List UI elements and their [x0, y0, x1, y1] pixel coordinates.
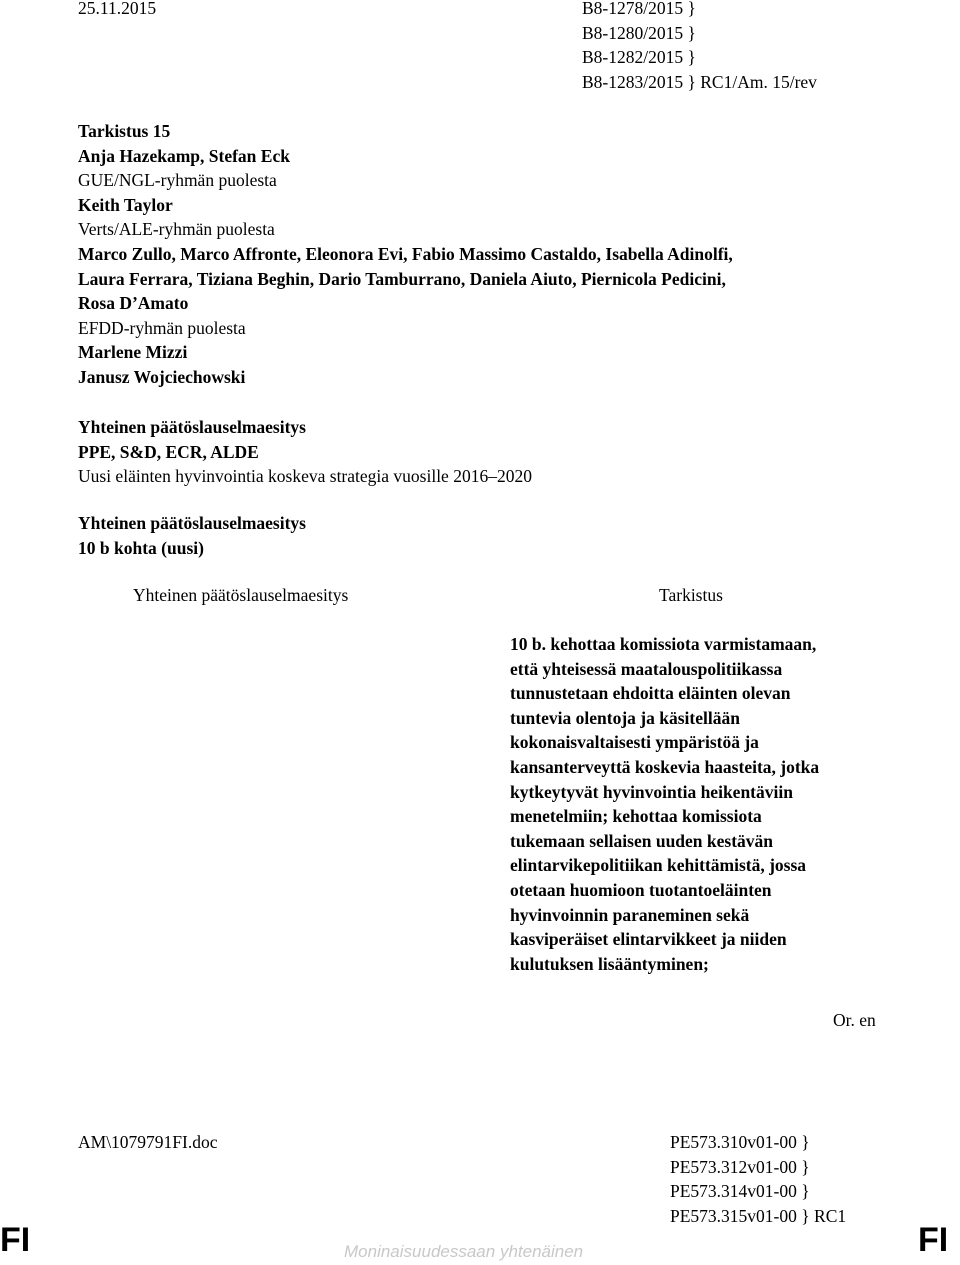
document-ref: B8-1278/2015 }: [582, 0, 696, 18]
language-code-right: FI: [918, 1221, 949, 1259]
author-line: Laura Ferrara, Tiziana Beghin, Dario Tamburrano, Daniela Aiuto, Piernicola Pedicini,: [78, 268, 726, 289]
amendment-text-line: hyvinvoinnin paraneminen sekä: [510, 904, 750, 925]
document-ref: B8-1282/2015 }: [582, 47, 696, 68]
column-head-original: Yhteinen päätöslauselmaesitys: [133, 585, 349, 605]
document-references: [582, 0, 817, 94]
author-line: Keith Taylor: [78, 194, 173, 215]
amendment-text-line: tunnustetaan ehdoitta eläinten olevan: [510, 683, 791, 704]
amendment-text-line: tuntevia olentoja ja käsitellään: [510, 707, 740, 728]
footer-pe-references: [670, 1130, 846, 1228]
document-ref: B8-1283/2015 } RC1/Am. 15/rev: [582, 71, 817, 92]
author-line: Janusz Wojciechowski: [78, 366, 246, 387]
language-code-left: FI: [0, 1221, 31, 1259]
amendment-text-line: kulutuksen lisääntyminen;: [510, 953, 709, 974]
amendment-text-line: kokonaisvaltaisesti ympäristöä ja: [510, 732, 759, 753]
pe-ref: PE573.314v01-00 }: [670, 1181, 810, 1202]
pe-ref: PE573.312v01-00 }: [670, 1156, 810, 1177]
group-line: Verts/ALE-ryhmän puolesta: [78, 219, 275, 240]
resolution-block: [78, 415, 532, 489]
point-label: Yhteinen päätöslauselmaesitys: [78, 513, 306, 533]
amendment-text-line: kansanterveyttä koskevia haasteita, jotka: [510, 756, 820, 777]
footer-slogan: Moninaisuudessaan yhtenäinen: [344, 1242, 584, 1261]
author-line: Anja Hazekamp, Stefan Eck: [78, 145, 290, 166]
point-ref: 10 b kohta (uusi): [78, 537, 204, 558]
group-line: EFDD-ryhmän puolesta: [78, 317, 246, 338]
amendment-title: Tarkistus 15: [78, 121, 171, 141]
document-date: 25.11.2015: [78, 0, 157, 18]
amendment-text-line: kytkeytyvät hyvinvointia heikentäviin: [510, 781, 793, 802]
group-line: GUE/NGL-ryhmän puolesta: [78, 170, 277, 191]
original-language: Or. en: [833, 1010, 876, 1030]
author-line: Marco Zullo, Marco Affronte, Eleonora Evi, Fabio Massimo Castaldo, Isabella Adinolfi,: [78, 243, 733, 264]
document-ref: B8-1280/2015 }: [582, 22, 696, 43]
pe-ref: PE573.310v01-00 }: [670, 1132, 810, 1152]
author-line: Marlene Mizzi: [78, 342, 188, 363]
amendment-text-line: että yhteisessä maatalouspolitiikassa: [510, 658, 783, 679]
amendment-text-line: tukemaan sellaisen uuden kestävän: [510, 830, 774, 851]
amendment-text-line: kasviperäiset elintarvikkeet ja niiden: [510, 929, 787, 950]
amendment-text-line: menetelmiin; kehottaa komissiota: [510, 806, 762, 827]
author-line: Rosa D’Amato: [78, 293, 189, 314]
resolution-groups: PPE, S&D, ECR, ALDE: [78, 441, 259, 462]
amendment-text-line: 10 b. kehottaa komissiota varmistamaan,: [510, 634, 817, 654]
pe-ref: PE573.315v01-00 } RC1: [670, 1205, 847, 1226]
resolution-label: Yhteinen päätöslauselmaesitys: [78, 417, 306, 437]
amendment-text-line: elintarvikepolitiikan kehittämistä, jossa: [510, 855, 807, 876]
amendment-text-line: otetaan huomioon tuotantoeläinten: [510, 879, 772, 900]
amendment-text: [510, 632, 930, 976]
resolution-subject: Uusi eläinten hyvinvointia koskeva strategia vuosille 2016–2020: [78, 466, 532, 487]
amendment-authors-block: [78, 119, 733, 390]
footer-doc-name: AM\1079791FI.doc: [78, 1132, 218, 1152]
column-head-amendment: Tarkistus: [659, 585, 723, 605]
point-block: [78, 511, 306, 560]
